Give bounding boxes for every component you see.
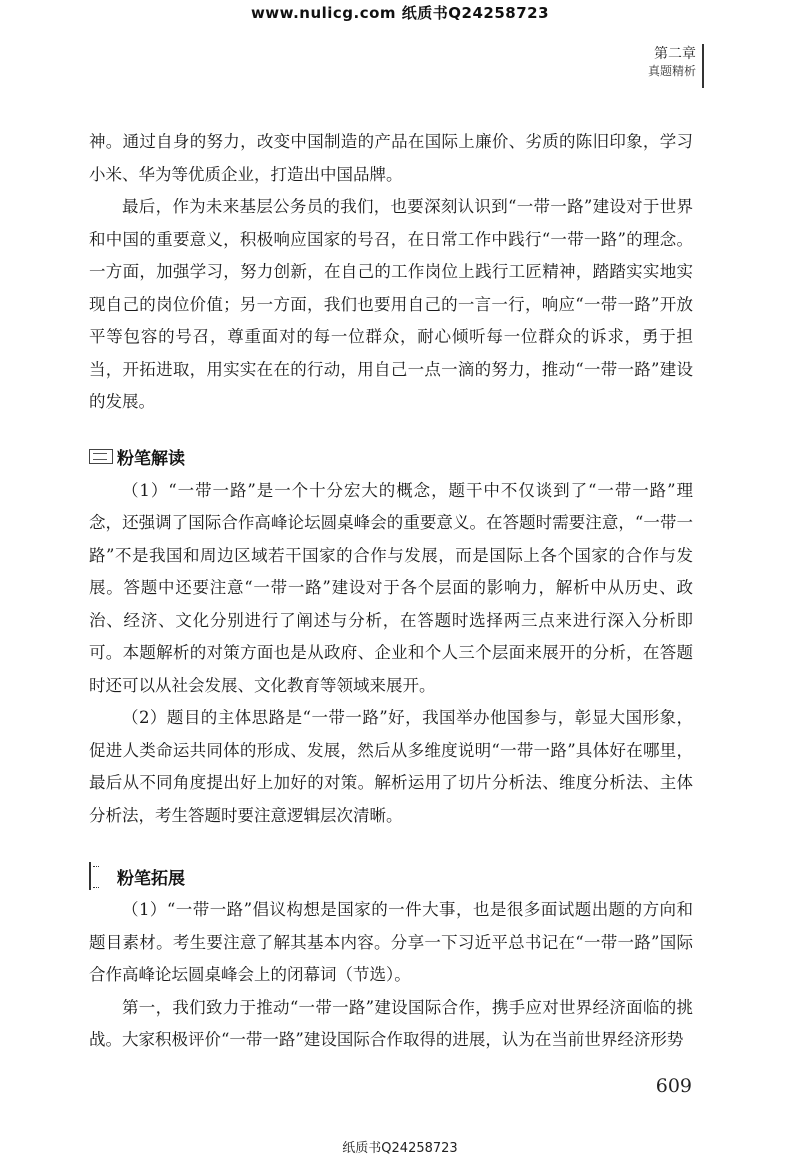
tuozhan-paragraph-2: 第一，我们致力于推动“一带一路”建设国际合作，携手应对世界经济面临的挑战。大家积极评价“一带一路”建设国际合作取得的进展，认为在当前世界经济形势 (89, 997, 693, 1049)
body-paragraph-1: 神。通过自身的努力，改变中国制造的产品在国际上廉价、劣质的陈旧印象，学习小米、华为等优质企业，打造出中国品牌。 (89, 132, 693, 184)
tuozhan-badge-icon (89, 862, 103, 890)
section-label: 真题精析 (647, 63, 696, 78)
page-content (89, 126, 693, 1057)
tuozhan-heading (89, 860, 693, 892)
jiedu-badge-icon (89, 449, 113, 464)
jiedu-title: 粉笔解读 (117, 449, 185, 469)
running-head (648, 46, 696, 79)
bottom-watermark: 纸质书Q24258723 (342, 1141, 458, 1156)
page-number: 609 (655, 1075, 692, 1097)
top-watermark: www.nulicg.com 纸质书Q24258723 (250, 4, 550, 22)
body-paragraph-2: 最后，作为未来基层公务员的我们，也要深刻认识到“一带一路”建设对于世界和中国的重要意义，积极响应国家的号召，在日常工作中践行“一带一路”的理念。一方面，加强学习，努力创新，在自己的工作岗位上践行工匠精神，踏踏实实地实现自己的岗位价值；另一方面，我们也要用自己的一言一行，响应“一带一路”开放平等包容的号召，尊重面对的每一位群众，耐心倾听每一位群众的诉求，勇于担当，开拓进取，用实实在在的行动，用自己一点一滴的努力，推动“一带一路”建设的发展。 (89, 197, 693, 411)
tuozhan-paragraph-1: （1）“一带一路”倡议构想是国家的一件大事，也是很多面试题出题的方向和题目素材。考生要注意了解其基本内容。分享一下习近平总书记在“一带一路”国际合作高峰论坛圆桌峰会上的闭幕词（节选）。 (89, 900, 693, 984)
chapter-label: 第二章 (654, 46, 696, 62)
jiedu-paragraph-2: （2）题目的主体思路是“一带一路”好，我国举办他国参与，彰显大国形象，促进人类命运共同体的形成、发展，然后从多维度说明“一带一路”具体好在哪里，最后从不同角度提出好上加好的对策。解析运用了切片分析法、维度分析法、主体分析法，考生答题时要注意逻辑层次清晰。 (89, 708, 693, 825)
tuozhan-title: 粉笔拓展 (117, 868, 185, 889)
jiedu-paragraph-1: （1）“一带一路”是一个十分宏大的概念，题干中不仅谈到了“一带一路”理念，还强调了国际合作高峰论坛圆桌峰会的重要意义。在答题时需要注意，“一带一路”不是我国和周边区域若干国家的合作与发展，而是国际上各个国家的合作与发展。答题中还要注意“一带一路”建设对于各个层面的影响力，解析中从历史、政治、经济、文化分别进行了阐述与分析，在答题时选择两三点来进行深入分析即可。本题解析的对策方面也是从政府、企业和个人三个层面来展开的分析，在答题时还可以从社会发展、文化教育等领域来展开。 (89, 480, 693, 695)
running-head-rule (702, 44, 704, 88)
jiedu-heading (89, 441, 693, 473)
section-gap (89, 832, 693, 860)
